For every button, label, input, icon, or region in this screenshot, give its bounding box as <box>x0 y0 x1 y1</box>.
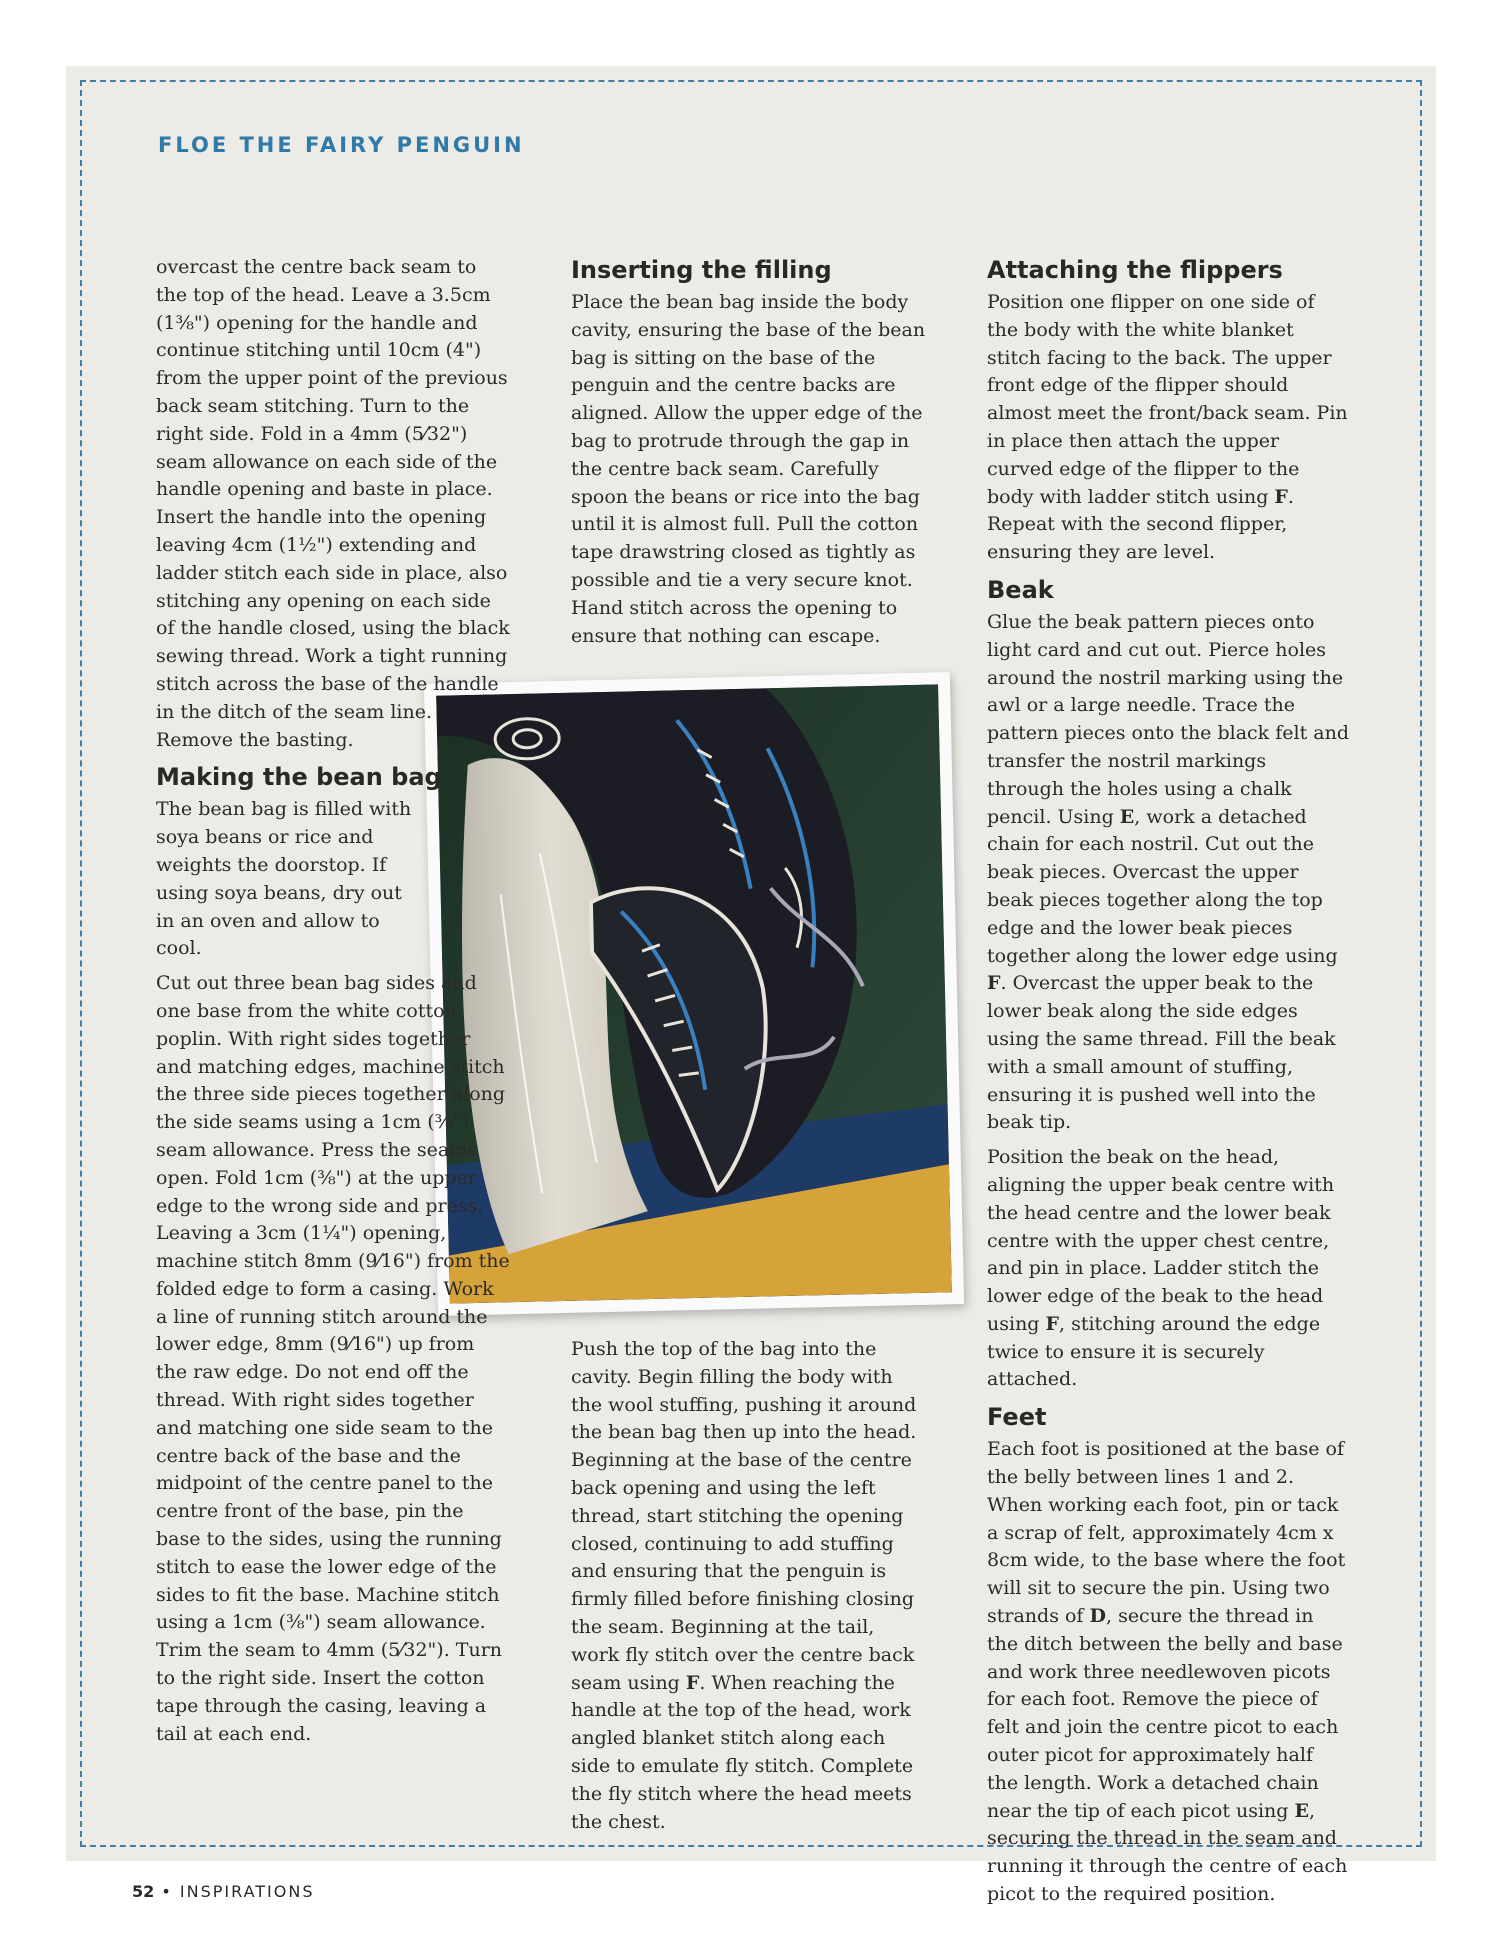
page-footer <box>132 1882 314 1901</box>
photo-image <box>436 684 952 1303</box>
text-run: . Repeat with the second flipper, ensuring they are level. <box>987 485 1294 564</box>
text-run: Position one flipper on one side of the body with the white blanket stitch facing to the back. The upper front edge of the flipper should almost meet the front/back seam. Pin in place then attach the upper curved edge of the flipper to the body with ladder stitch using <box>987 291 1348 508</box>
magazine-name: INSPIRATIONS <box>179 1882 315 1901</box>
text-run: Push the top of the bag into the cavity. Begin filling the body with the wool stuffing, pushing it around the bean bag then up into the head. Beginning at the base of the centre back opening and using the left thread, start stitching the opening closed, continuing to add stuffing and ensuring that the penguin is firmly filled before finishing closing the seam. Beginning at the tail, work fly stitch over the centre back seam using <box>571 1338 917 1694</box>
column-2-top <box>571 254 928 657</box>
page-number: 52 <box>132 1882 155 1901</box>
heading-beak: Beak <box>987 575 1054 604</box>
paragraph: overcast the centre back seam to the top of the head. Leave a 3.5cm (1⅜") opening for the handle and continue stitching until 10cm (4") from the upper point of the previous back seam stitching. Turn to the right side. Fold in a 4mm (5⁄32") seam allowance on each side of the handle opening and baste in place. Insert the handle into the opening leaving 4cm (1½") extending and ladder stitch each side in place, also stitching any opening on each side of the handle closed, using the black sewing thread. Work a tight running stitch across the base of the handle in the ditch of the seam line. Remove the basting. <box>156 256 510 751</box>
paragraph <box>987 1144 1349 1394</box>
text-run: . When reaching the handle at the top of the head, work angled blanket stitch along each side to emulate fly stitch. Complete the fly stitch where the head meets the chest. <box>571 1671 914 1833</box>
paragraph: Place the bean bag inside the body cavity, ensuring the base of the bean bag is sitting on the base of the penguin and the centre backs are aligned. Allow the upper edge of the bag to protrude through the gap in the centre back seam. Carefully spoon the beans or rice into the bag until it is almost full. Pull the cotton tape drawstring closed as tightly as possible and tie a very secure knot. Hand stitch across the opening to ensure that nothing can escape. <box>571 291 926 647</box>
thread-code: F <box>685 1671 700 1694</box>
heading-inserting-filling: Inserting the filling <box>571 256 832 284</box>
text-run: , work a detached chain for each nostril. Cut out the beak pieces. Overcast the upper beak pieces together along the top edge and the lower beak pieces together along the lower edge using <box>987 805 1338 967</box>
thread-code: E <box>1294 1799 1309 1822</box>
thread-code: F <box>1274 485 1288 508</box>
text-run: , secure the thread in the ditch between the belly and base and work three needlewoven picots for each foot. Remove the piece of felt and join the centre picot to each outer picot for approximately half the length. Work a detached chain near the tip of each picot using <box>987 1605 1343 1822</box>
paragraph <box>571 1336 928 1836</box>
paragraph: The bean bag is filled with soya beans or rice and weights the doorstop. If using soya beans, dry out in an oven and allow to cool. <box>156 798 412 960</box>
text-run: . Overcast the upper beak to the lower beak along the side edges using the same thread. Fill the beak with a small amount of stuffing, ensuring it is pushed well into the beak tip. <box>987 972 1336 1134</box>
column-1 <box>156 254 511 1755</box>
paragraph <box>987 609 1349 1137</box>
thread-code: F <box>1045 1312 1060 1335</box>
heading-feet: Feet <box>987 1403 1047 1432</box>
text-run: , stitching around the edge twice to ensure it is securely attached. <box>987 1312 1321 1391</box>
text-run: , securing the thread in the seam and running it through the centre of each picot to the required position. <box>987 1799 1348 1906</box>
running-head: FLOE THE FAIRY PENGUIN <box>158 133 525 157</box>
text-run: Each foot is positioned at the base of the belly between lines 1 and 2. When working each foot, pin or tack a scrap of felt, approximately 4cm x 8cm wide, to the base where the foot will sit to secure the pin. Using two strands of <box>987 1438 1346 1628</box>
paragraph <box>987 1436 1349 1909</box>
paragraph <box>987 289 1349 567</box>
paragraph: Cut out three bean bag sides and one base from the white cotton poplin. With right sides together and matching edges, machine stitch the three side pieces together along the side seams using a 1cm (⅜") seam allowance. Press the seams open. Fold 1cm (⅜") at the upper edge to the wrong side and press. Leaving a 3cm (1¼") opening, machine stitch 8mm (9⁄16") from the folded edge to form a casing. Work a line of running stitch around the lower edge, 8mm (9⁄16") up from the raw edge. Do not end off the thread. With right sides together and matching one side seam to the centre back of the base and the midpoint of the centre panel to the centre front of the base, pin the base to the sides, using the running stitch to ease the lower edge of the sides to fit the base. Machine stitch using a 1cm (⅜") seam allowance. Trim the seam to 4mm (5⁄32"). Turn to the right side. Insert the cotton tape through the casing, leaving a tail at each end. <box>156 972 510 1745</box>
heading-making-bean-bag: Making the bean bag <box>156 763 442 792</box>
column-2-bottom <box>571 1336 928 1843</box>
text-run: Glue the beak pattern pieces onto light card and cut out. Pierce holes around the nostril marking using the awl or a large needle. Trace the pattern pieces onto the black felt and transfer the nostril markings through the holes using a chalk pencil. Using <box>987 610 1349 828</box>
column-3 <box>987 254 1349 1916</box>
heading-attaching-flippers: Attaching the flippers <box>987 256 1283 284</box>
footer-separator: • <box>161 1882 173 1901</box>
thread-code: F <box>987 972 1001 995</box>
thread-code: D <box>1089 1605 1106 1628</box>
text-run: Position the beak on the head, aligning the upper beak centre with the head centre and the lower beak centre with the upper chest centre, and pin in place. Ladder stitch the lower edge of the beak to the head using <box>987 1146 1335 1335</box>
thread-code: E <box>1119 805 1135 828</box>
